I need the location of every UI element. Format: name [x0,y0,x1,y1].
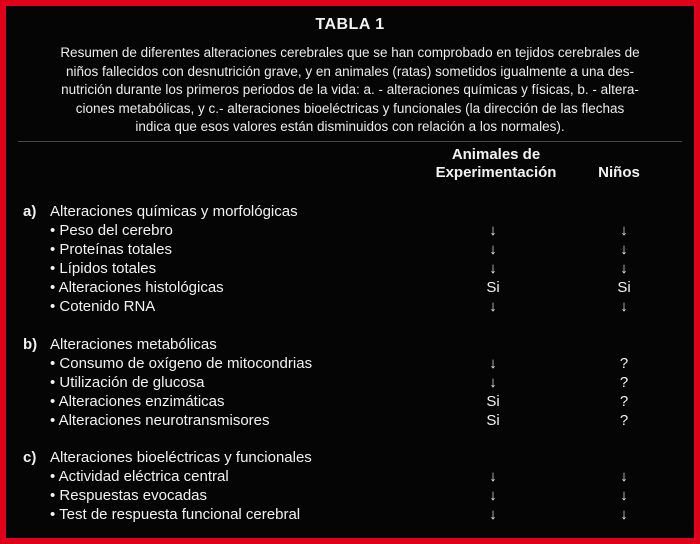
ninos-value: ? [619,355,629,372]
table-row [50,505,690,524]
ninos-value: ↓ [620,298,628,315]
row-label: • Alteraciones histológicas [50,279,224,296]
column-header-ninos: Niños [598,164,640,181]
ninos-value: ↓ [620,487,628,504]
ninos-value: ↓ [620,222,628,239]
row-label: • Consumo de oxígeno de mitocondrias [50,355,313,372]
table-panel [6,6,694,538]
ninos-value: ↓ [620,468,628,485]
animals-value: Si [486,393,500,410]
ninos-value: Si [617,279,631,296]
column-header-animals-line1: Animales de [451,146,541,163]
column-header-animals-line2: Experimentación [435,164,557,181]
table-row [50,486,690,505]
animals-value: ↓ [489,222,497,239]
ninos-value: ? [619,393,629,410]
animals-value: ↓ [489,468,497,485]
section-header-b [23,335,217,354]
table-row [50,373,690,392]
row-label: • Alteraciones enzimáticas [50,393,225,410]
table-row [50,259,690,278]
table-row [50,297,690,316]
caption-line: niños fallecidos con desnutrición grave, y en animales (ratas) sometidos igualmente a una des- [65,63,635,79]
animals-value: ↓ [489,506,497,523]
ninos-value: ? [619,374,629,391]
section-title: Alteraciones químicas y morfológicas [50,203,298,220]
caption-line: Resumen de diferentes alteraciones cerebrales que se han comprobado en tejidos cerebrales de [60,45,640,60]
caption-line: nutrición durante los primeros periodos de la vida: a. - alteraciones químicas y físicas, b. - altera- [61,82,639,97]
row-label: • Alteraciones neurotransmisores [50,412,270,429]
section-letter: b) [23,336,38,353]
table-row [50,240,690,259]
row-label: • Test de respuesta funcional cerebral [50,506,301,523]
animals-value: ↓ [489,298,497,315]
caption-line: indica que esos valores están disminuidos con relación a los normales). [135,119,565,134]
section-letter: a) [23,203,37,220]
ninos-value: ↓ [620,241,628,258]
animals-value: ↓ [489,487,497,504]
ninos-value: ↓ [620,260,628,277]
animals-value: Si [486,412,500,429]
row-label: • Lípidos totales [50,260,157,277]
row-label: • Proteínas totales [50,241,172,258]
ninos-value: ↓ [620,506,628,523]
ninos-value: ? [619,412,629,429]
table-row [50,221,690,240]
column-header-animals [408,146,584,182]
row-label: • Peso del cerebro [50,222,173,239]
table-row [50,411,690,430]
table-row [50,392,690,411]
table-row [50,278,690,297]
row-label: • Respuestas evocadas [50,487,208,504]
table-row [50,354,690,373]
section-title: Alteraciones metabólicas [50,336,217,353]
divider [18,141,682,142]
section-header-c [23,448,312,467]
animals-value: ↓ [489,241,497,258]
table-title: TABLA 1 [315,16,385,33]
animals-value: Si [486,279,500,296]
table-caption [14,44,686,137]
section-title: Alteraciones bioeléctricas y funcionales [50,449,312,466]
section-letter: c) [23,449,37,466]
animals-value: ↓ [489,260,497,277]
row-label: • Cotenido RNA [50,298,156,315]
animals-value: ↓ [489,355,497,372]
animals-value: ↓ [489,374,497,391]
row-label: • Utilización de glucosa [50,374,205,391]
row-label: • Actividad eléctrica central [50,468,229,485]
table-row [50,467,690,486]
caption-line: ciones metabólicas, y c.- alteraciones bioeléctricas y funcionales (la dirección de las flechas [75,100,625,116]
section-header-a [23,202,298,221]
